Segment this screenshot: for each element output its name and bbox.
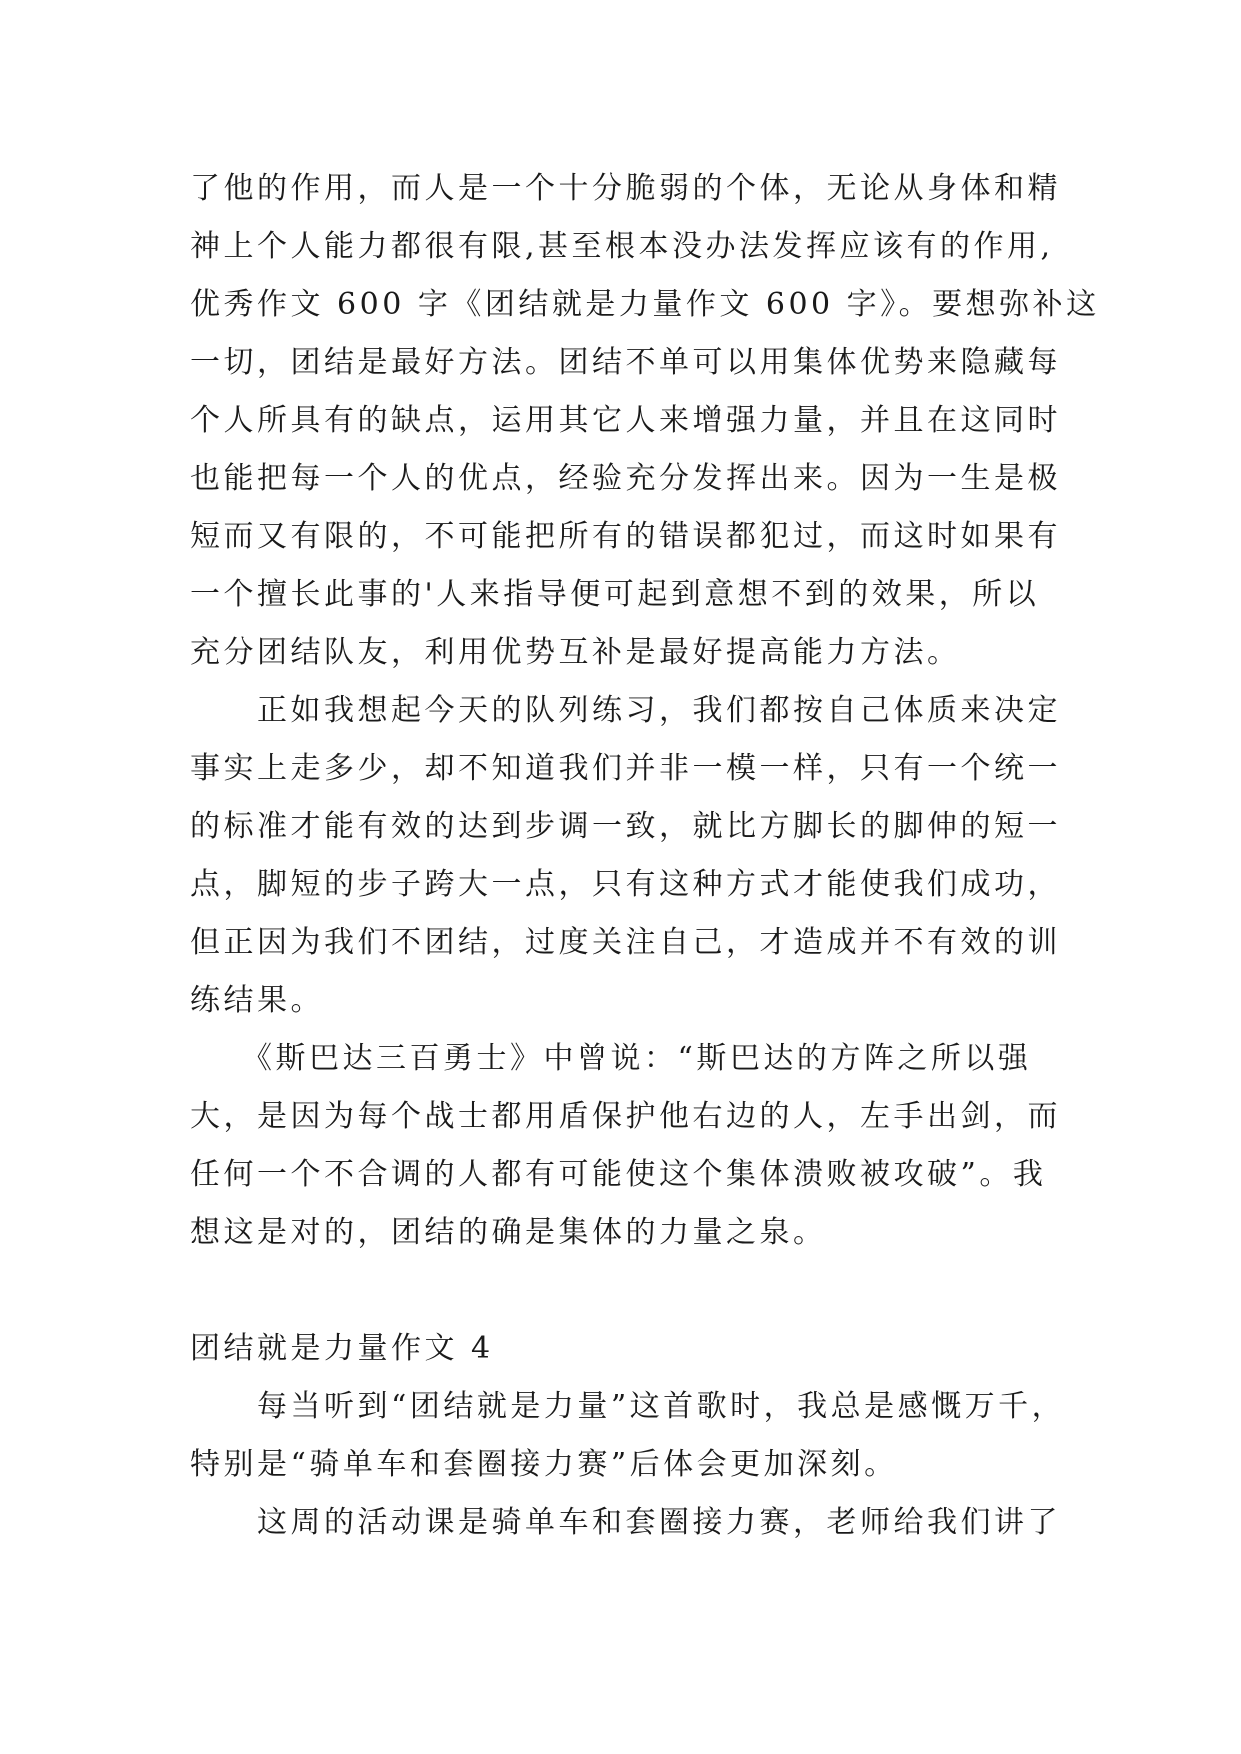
body-line: 也能把每一个人的优点，经验充分发挥出来。因为一生是极 [190, 461, 1061, 496]
document-body [190, 160, 1100, 1552]
body-line: 练结果。 [190, 983, 324, 1018]
body-line: 的标准才能有效的达到步调一致，就比方脚长的脚伸的短一 [190, 809, 1061, 844]
body-line: 点，脚短的步子跨大一点，只有这种方式才能使我们成功， [190, 867, 1061, 902]
body-line: 优秀作文 600 字《团结就是力量作文 600 字》。要想弥补这 [190, 287, 1100, 322]
paragraph-gap [190, 1262, 1090, 1320]
body-line: 但正因为我们不团结，过度关注自己，才造成并不有效的训 [190, 925, 1061, 960]
body-line: 每当听到“团结就是力量”这首歌时，我总是感慨万千， [190, 1389, 1066, 1424]
body-line: 短而又有限的，不可能把所有的错误都犯过，而这时如果有 [190, 519, 1061, 554]
body-line: 特别是“骑单车和套圈接力赛”后体会更加深刻。 [190, 1447, 898, 1482]
body-line: 任何一个不合调的人都有可能使这个集体溃败被攻破”。我 [190, 1157, 1047, 1192]
body-line: 《斯巴达三百勇士》中曾说：“斯巴达的方阵之所以强 [190, 1041, 1032, 1076]
body-line: 事实上走多少，却不知道我们并非一模一样，只有一个统一 [190, 751, 1061, 786]
body-line: 想这是对的，团结的确是集体的力量之泉。 [190, 1215, 827, 1250]
body-line: 了他的作用，而人是一个十分脆弱的个体，无论从身体和精 [190, 171, 1061, 206]
body-line: 个人所具有的缺点，运用其它人来增强力量，并且在这同时 [190, 403, 1061, 438]
body-line: 神上个人能力都很有限,甚至根本没办法发挥应该有的作用, [190, 229, 1054, 264]
body-line: 充分团结队友，利用优势互补是最好提高能力方法。 [190, 635, 961, 670]
body-line: 一个擅长此事的'人来指导便可起到意想不到的效果，所以 [190, 577, 1040, 612]
body-line: 正如我想起今天的队列练习，我们都按自己体质来决定 [190, 693, 1061, 728]
body-line: 一切，团结是最好方法。团结不单可以用集体优势来隐藏每 [190, 345, 1061, 380]
body-line: 这周的活动课是骑单车和套圈接力赛，老师给我们讲了 [190, 1505, 1061, 1540]
body-line: 大，是因为每个战士都用盾保护他右边的人，左手出剑，而 [190, 1099, 1061, 1134]
section-heading: 团结就是力量作文 4 [190, 1331, 494, 1366]
